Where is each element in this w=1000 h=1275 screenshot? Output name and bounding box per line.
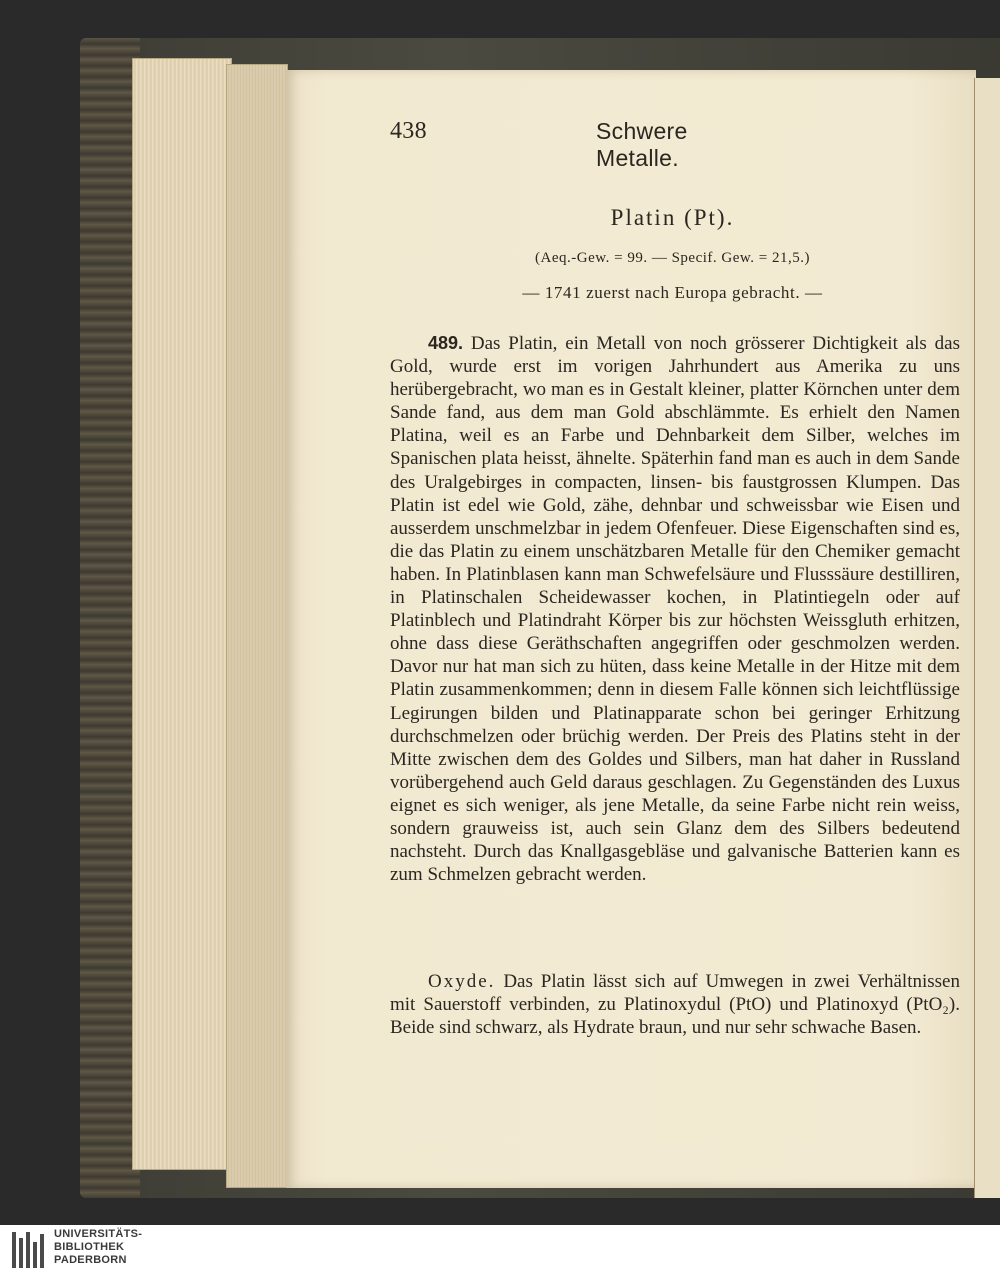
library-name — [54, 1228, 142, 1267]
page-header — [390, 112, 770, 171]
page-edges-middle — [226, 64, 288, 1188]
facing-page-edge — [974, 78, 1000, 1198]
paragraph-oxyde — [390, 970, 960, 1039]
book-spine-edge — [80, 38, 140, 1198]
section-subtitle: (Aeq.-Gew. = 99. — Specif. Gew. = 21,5.) — [535, 250, 810, 266]
page-number: 438 — [390, 118, 427, 144]
library-logo-icon — [10, 1230, 46, 1270]
paragraph-489 — [390, 332, 960, 886]
library-name-line-1: UNIVERSITÄTS- — [54, 1228, 143, 1240]
section-title: Platin (Pt). — [610, 205, 735, 230]
page-edges-left — [132, 58, 232, 1170]
paragraph-text: Das Platin, ein Metall von noch grösserer Dichtigkeit als das Gold, wurde erst im vorigen Jahrhundert aus Amerika zu uns herübergebracht, wo man es in Gestalt kleiner, platter Körnchen unter dem Sande fand, aus dem man Gold abschlämmte. Es erhielt den Namen Platina, weil es an Farbe und Dehnbarkeit dem Silber, welches im Spanischen plata heisst, ähnelte. Späterhin fand man es auch in dem Sande des Uralgebirges in compacten, linsen- bis faustgrossen Klumpen. Das Platin ist edel wie Gold, zähe, dehnbar und schweissbar wie Eisen und ausserdem unschmelzbar in jedem Ofenfeuer. Diese Eigenschaften sind es, die das Platin zu einem unschätzbaren Metalle für den Chemiker gemacht haben. In Platinblasen kann man Schwefelsäure und Flusssäure destilliren, in Platinschalen Scheidewasser kochen, in Platintiegeln oder auf Platinblech und Platindraht Körper bis zur höchsten Weissgluth erhitzen, ohne dass diese Geräthschaften angegriffen oder geschmolzen werden. Davor nur hat man sich zu hüten, dass keine Metalle in der Hitze mit dem Platin zusammenkommen; denn in diesem Falle können sich leichtflüssige Legirungen bilden und Platinapparate schon bei geringer Erhitzung durchschmelzen oder brüchig werden. Der Preis des Platins steht in der Mitte zwischen dem des Goldes und Silbers, man hat daher in Russland vorübergehend auch Geld daraus geschlagen. Zu Gegenständen des Luxus eignet es sich weniger, als jene Metalle, da seine Farbe nicht rein weiss, sondern grauweiss ist, auch sein Glanz dem des Silbers bedeutend nachsteht. Durch das Knallgasgebläse und galvanische Batterien kann es zum Schmelzen gebracht werden. — [390, 333, 960, 886]
section-history-note: — 1741 zuerst nach Europa gebracht. — — [522, 283, 823, 302]
library-name-line-2: BIBLIOTHEK — [54, 1241, 125, 1253]
running-title: Schwere Metalle. — [596, 118, 688, 171]
paragraph-text: Das Platin lässt sich auf Umwegen in zwei Verhältnissen mit Sauerstoff verbinden, zu Platinoxydul (PtO) und Platinoxyd (PtO₂). Beide sind schwarz, als Hydrate braun, und nur sehr schwache Basen. — [390, 971, 960, 1039]
library-name-line-3: PADERBORN — [54, 1254, 127, 1266]
paragraph-number: 489. — [428, 333, 464, 353]
paragraph-heading: Oxyde. — [428, 971, 496, 992]
footer-band — [0, 1225, 1000, 1275]
